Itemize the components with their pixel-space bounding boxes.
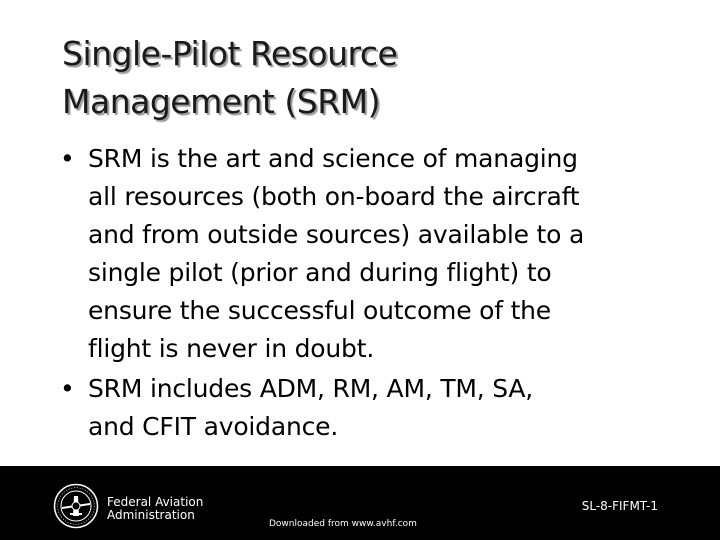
slide-code: SL-8-FIFMT-1 — [581, 499, 658, 513]
organization-name — [107, 496, 203, 522]
title-line-1: Single-Pilot Resource — [62, 34, 398, 73]
bullet-line: and CFIT avoidance. — [88, 412, 339, 441]
bullet-line: flight is never in doubt. — [88, 334, 375, 363]
slide-title — [62, 30, 702, 126]
organization-line-2: Administration — [107, 508, 195, 522]
bullet-line: and from outside sources) available to a — [88, 220, 585, 249]
bullet-line: ensure the successful outcome of the — [88, 296, 551, 325]
faa-seal-icon — [53, 483, 99, 529]
bullet-dot-icon: • — [60, 144, 75, 173]
bullet-list — [58, 140, 678, 448]
bullet-line: single pilot (prior and during flight) to — [88, 258, 552, 287]
footer-bar — [0, 466, 720, 540]
download-source: Downloaded from www.avhf.com — [269, 519, 417, 529]
bullet-dot-icon: • — [60, 374, 75, 403]
bullet-line: all resources (both on-board the aircraft — [88, 182, 580, 211]
bullet-text — [88, 140, 678, 368]
bullet-line: SRM is the art and science of managing — [88, 144, 578, 173]
title-line-2: Management (SRM) — [62, 82, 380, 121]
bullet-text — [88, 370, 678, 446]
bullet-item-srm-definition — [58, 140, 678, 368]
bullet-line: SRM includes ADM, RM, AM, TM, SA, — [88, 374, 534, 403]
organization-line-1: Federal Aviation — [107, 495, 204, 509]
bullet-item-srm-includes — [58, 370, 678, 446]
